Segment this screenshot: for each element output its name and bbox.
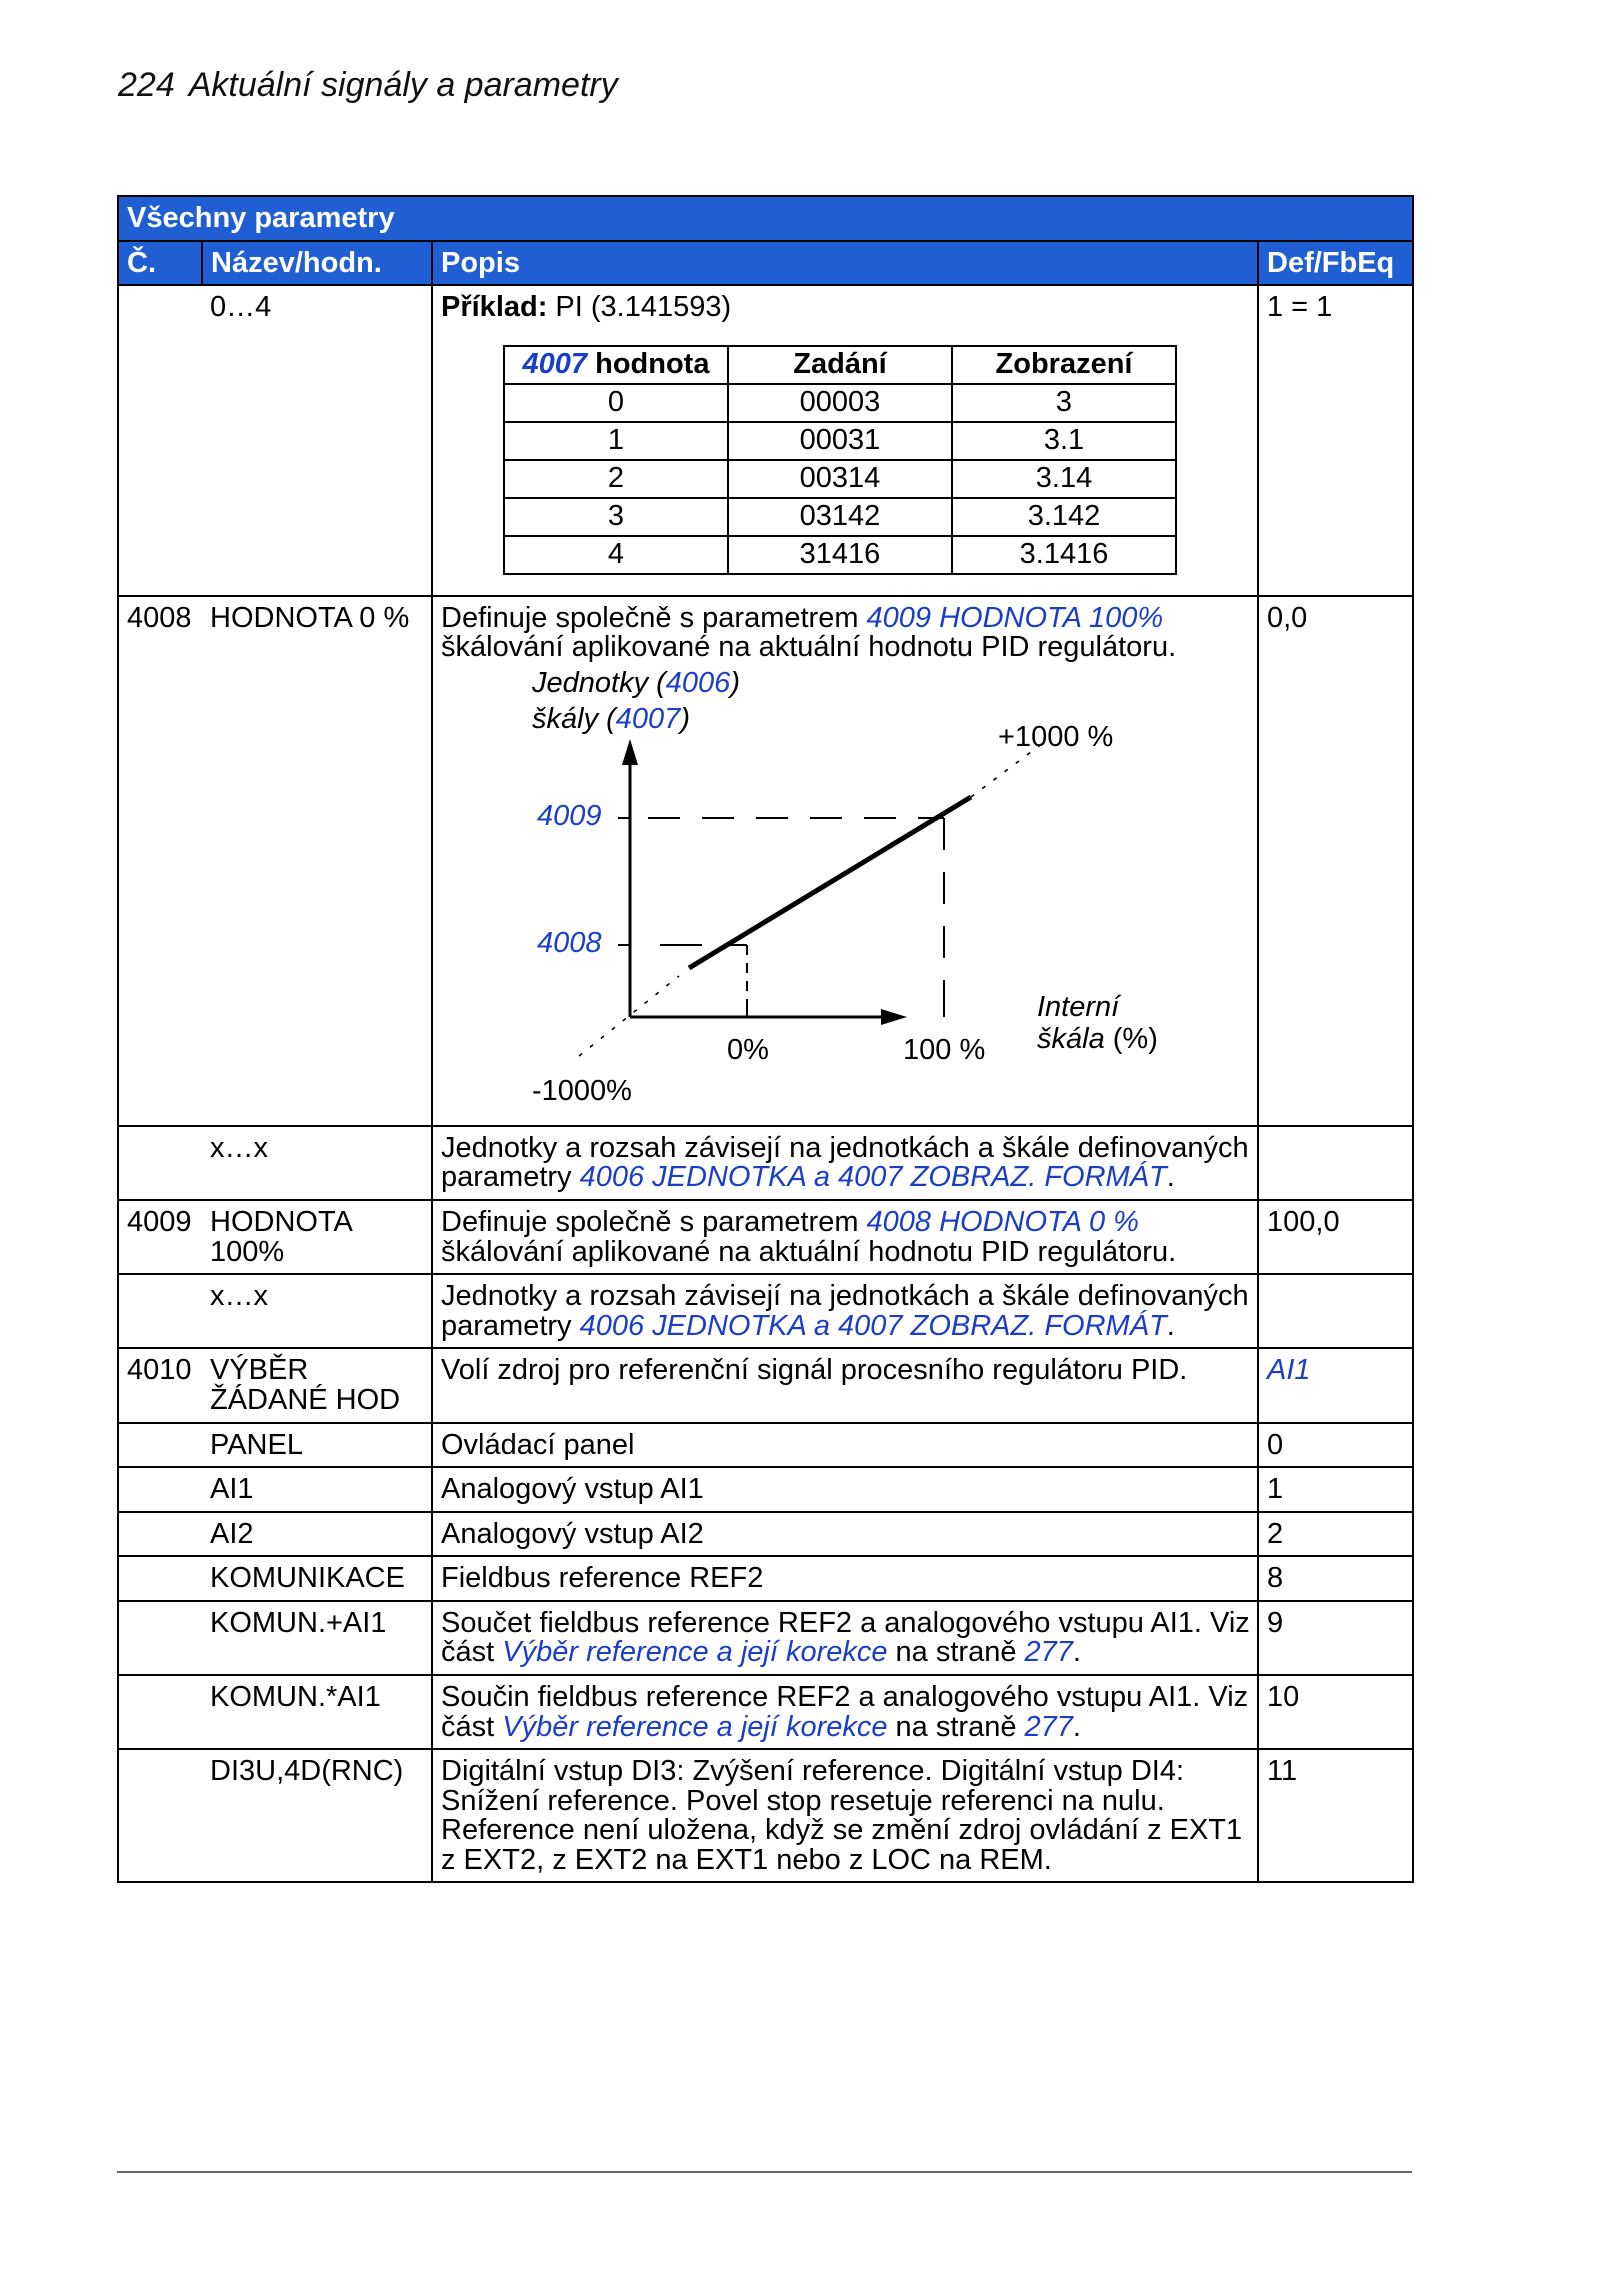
example-header-1-text: hodnota [587, 347, 710, 380]
table-header-row [118, 241, 1413, 286]
table-row [118, 596, 1413, 1126]
desc-post: . [1166, 1161, 1175, 1194]
table-row [118, 1512, 1413, 1557]
table-row [118, 1556, 1413, 1601]
example-cell: 1 [504, 422, 728, 460]
param-link-4006[interactable]: 4006 [665, 666, 731, 699]
example-header-1 [504, 346, 728, 384]
table-row [118, 1467, 1413, 1512]
page-link-277[interactable]: 277 [1024, 1636, 1073, 1669]
example-cell: 00031 [728, 422, 952, 460]
cell-desc: Digitální vstup DI3: Zvýšení reference. Digitální vstup DI4: Snížení reference. Povel stop resetuje referenci na nulu. Reference není uložena, když se změní zdroj ovládání z EXT1 z EXT2, z EXT2 na EXT1 nebo z LOC na REM. [432, 1749, 1258, 1882]
param-link-4009[interactable]: 4009 HODNOTA 100% [866, 601, 1164, 634]
cell-no [118, 1556, 202, 1601]
y-label-1-text: Jednotky ( [532, 666, 666, 699]
cell-desc: Analogový vstup AI2 [432, 1512, 1258, 1557]
header-desc: Popis [432, 241, 1258, 286]
example-table [503, 345, 1177, 575]
cell-name: 0…4 [202, 285, 432, 596]
desc-pre: Definuje společně s parametrem [441, 1206, 867, 1239]
cell-name: AI2 [202, 1512, 432, 1557]
example-row [504, 422, 1176, 460]
header-name: Název/hodn. [202, 241, 432, 286]
cell-desc: Volí zdroj pro referenční signál procesního regulátoru PID. [432, 1348, 1258, 1422]
cell-no [118, 1512, 202, 1557]
cell-def: 0 [1258, 1423, 1413, 1468]
table-row [118, 285, 1413, 596]
desc-mid: na straně [887, 1636, 1025, 1669]
cell-no [118, 1274, 202, 1348]
tick-4008-label[interactable]: 4008 [537, 926, 602, 959]
cell-no [118, 1749, 202, 1882]
footer-divider [117, 2171, 1412, 2173]
table-row [118, 1423, 1413, 1468]
example-cell: 0 [504, 384, 728, 422]
cell-name: KOMUN.+AI1 [202, 1601, 432, 1675]
x-tick-100-label: 100 % [903, 1033, 986, 1066]
param-link-4008[interactable]: 4008 HODNOTA 0 % [866, 1206, 1139, 1239]
y-axis-arrow [622, 739, 638, 765]
example-header-2: Zadání [728, 346, 952, 384]
desc-pre: Jednotky a rozsah závisejí na jednotkách a škále definovaných parametry [441, 1131, 1249, 1194]
y-label-2-end: ) [680, 702, 690, 735]
cell-def: 1 = 1 [1258, 285, 1413, 596]
cell-def [1258, 1274, 1413, 1348]
table-title-row [118, 196, 1413, 241]
cell-desc [432, 1200, 1258, 1274]
desc-mid: na straně [887, 1710, 1025, 1743]
example-cell: 3.142 [952, 498, 1176, 536]
table-row [118, 1749, 1413, 1882]
example-cell: 3.14 [952, 460, 1176, 498]
section-link-reference[interactable]: Výběr reference a její korekce [502, 1710, 888, 1743]
y-label-1-end: ) [730, 666, 740, 699]
cell-name: KOMUNIKACE [202, 1556, 432, 1601]
table-row [118, 1675, 1413, 1749]
desc-post: škálování aplikované na aktuální hodnotu PID regulátoru. [441, 1235, 1177, 1268]
cell-name: DI3U,4D(RNC) [202, 1749, 432, 1882]
tick-4009-label[interactable]: 4009 [537, 799, 602, 832]
example-cell: 4 [504, 536, 728, 574]
example-cell: 3.1416 [952, 536, 1176, 574]
table-row [118, 1200, 1413, 1274]
desc-pre: Součin fieldbus reference REF2 a analogového vstupu AI1. Viz část [441, 1680, 1249, 1743]
x-label-2-rest: (%) [1104, 1022, 1158, 1055]
x-axis-arrow [881, 1009, 907, 1025]
param-link-4007[interactable]: 4007 [522, 347, 588, 380]
desc-post: . [1166, 1309, 1175, 1342]
x-tick-0-label: 0% [727, 1033, 769, 1066]
example-cell: 3.1 [952, 422, 1176, 460]
table-row [118, 1601, 1413, 1675]
cell-def: 2 [1258, 1512, 1413, 1557]
cell-no [118, 1423, 202, 1468]
cell-no [118, 1467, 202, 1512]
cell-desc [432, 1126, 1258, 1200]
cell-no: 4008 [118, 596, 202, 1126]
cell-desc [432, 596, 1258, 1126]
cell-name: HODNOTA 100% [202, 1200, 432, 1274]
example-label: Příklad: [441, 291, 548, 324]
example-text: PI (3.141593) [547, 291, 732, 324]
cell-no [118, 1675, 202, 1749]
example-cell: 3 [952, 384, 1176, 422]
example-line [441, 293, 1251, 323]
cell-desc [432, 285, 1258, 596]
page-header [118, 66, 618, 105]
table-row [118, 1274, 1413, 1348]
param-link-4006-4007[interactable]: 4006 JEDNOTKA a 4007 ZOBRAZ. FORMÁT [579, 1161, 1167, 1194]
cell-desc [432, 1675, 1258, 1749]
cell-def: 100,0 [1258, 1200, 1413, 1274]
cell-name: PANEL [202, 1423, 432, 1468]
scaling-line [689, 797, 971, 968]
parameters-table [117, 195, 1414, 1883]
desc-text [441, 601, 1251, 664]
cell-no [118, 1601, 202, 1675]
y-label-line-1 [532, 666, 740, 699]
table-row [118, 1126, 1413, 1200]
example-cell: 00003 [728, 384, 952, 422]
header-no: Č. [118, 241, 202, 286]
cell-name: HODNOTA 0 % [202, 596, 432, 1126]
example-cell: 03142 [728, 498, 952, 536]
example-header-3: Zobrazení [952, 346, 1176, 384]
section-title: Aktuální signály a parametry [188, 66, 618, 104]
cell-def: 11 [1258, 1749, 1413, 1882]
x-label-2-ital: škála [1037, 1022, 1105, 1055]
cell-def: 8 [1258, 1556, 1413, 1601]
example-row [504, 460, 1176, 498]
cell-desc: Fieldbus reference REF2 [432, 1556, 1258, 1601]
example-row [504, 536, 1176, 574]
param-link-4006-4007[interactable]: 4006 JEDNOTKA a 4007 ZOBRAZ. FORMÁT [579, 1309, 1167, 1342]
desc-post: škálování aplikované na aktuální hodnotu PID regulátoru. [441, 631, 1177, 664]
example-row [504, 498, 1176, 536]
header-def: Def/FbEq [1258, 241, 1413, 286]
cell-def-link[interactable]: AI1 [1258, 1348, 1413, 1422]
desc-pre: Definuje společně s parametrem [441, 601, 867, 634]
cell-def: 10 [1258, 1675, 1413, 1749]
param-link-4007[interactable]: 4007 [615, 702, 681, 735]
cell-def: 0,0 [1258, 596, 1413, 1126]
y-label-2-text: škály ( [532, 702, 616, 735]
example-cell: 31416 [728, 536, 952, 574]
cell-no [118, 1126, 202, 1200]
cell-name: KOMUN.*AI1 [202, 1675, 432, 1749]
table-title: Všechny parametry [118, 196, 1413, 241]
cell-desc [432, 1601, 1258, 1675]
cell-name: x…x [202, 1274, 432, 1348]
label-plus-1000: +1000 % [998, 720, 1114, 753]
cell-def: 9 [1258, 1601, 1413, 1675]
cell-def [1258, 1126, 1413, 1200]
cell-desc: Ovládací panel [432, 1423, 1258, 1468]
example-row [504, 384, 1176, 422]
cell-desc: Analogový vstup AI1 [432, 1467, 1258, 1512]
desc-pre: Jednotky a rozsah závisejí na jednotkách a škále definovaných parametry [441, 1280, 1249, 1342]
section-link-reference[interactable]: Výběr reference a její korekce [502, 1636, 888, 1669]
scaling-diagram [441, 666, 1241, 1119]
page-number: 224 [118, 66, 175, 104]
label-minus-1000: -1000% [532, 1074, 632, 1107]
cell-desc [432, 1274, 1258, 1348]
example-cell: 00314 [728, 460, 952, 498]
desc-post: . [1072, 1636, 1081, 1669]
example-header-row [504, 346, 1176, 384]
cell-no [118, 285, 202, 596]
cell-name: VÝBĚR ŽÁDANÉ HOD [202, 1348, 432, 1422]
cell-no: 4009 [118, 1200, 202, 1274]
x-label-line-1: Interní [1037, 990, 1120, 1023]
cell-name: x…x [202, 1126, 432, 1200]
cell-no: 4010 [118, 1348, 202, 1422]
y-label-line-2 [532, 702, 690, 735]
table-row [118, 1348, 1413, 1422]
desc-pre: Součet fieldbus reference REF2 a analogového vstupu AI1. Viz část [441, 1606, 1250, 1669]
desc-post: . [1072, 1710, 1081, 1743]
example-cell: 3 [504, 498, 728, 536]
x-label-line-2 [1037, 1022, 1158, 1055]
cell-def: 1 [1258, 1467, 1413, 1512]
example-cell: 2 [504, 460, 728, 498]
page-link-277[interactable]: 277 [1024, 1710, 1073, 1743]
cell-name: AI1 [202, 1467, 432, 1512]
